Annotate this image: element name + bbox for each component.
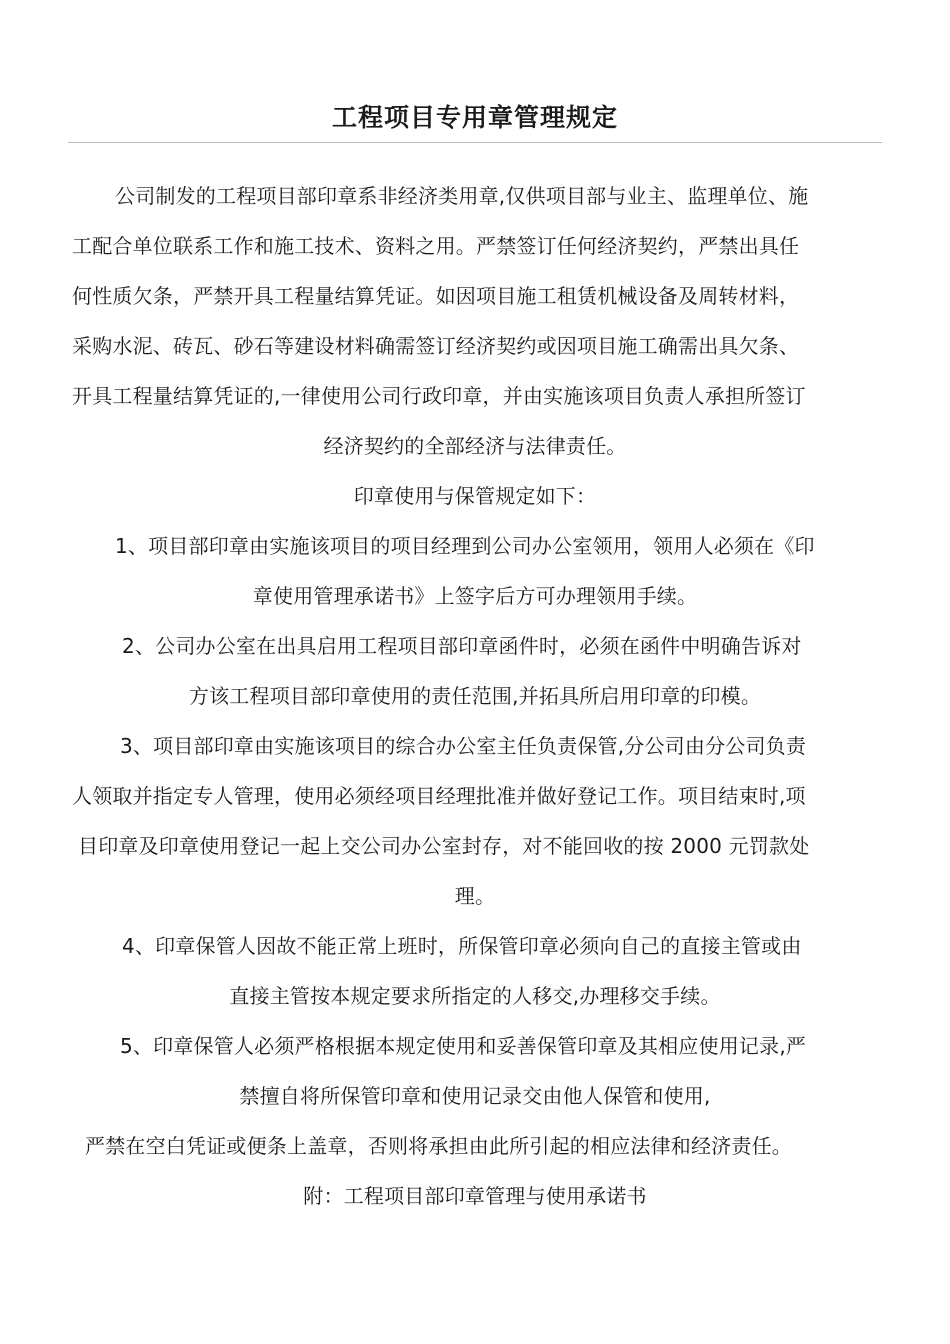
intro-line: 工配合单位联系工作和施工技术、资料之用。严禁签订任何经济契约，严禁出具任 — [72, 234, 800, 258]
attachment-note: 附：工程项目部印章管理与使用承诺书 — [303, 1184, 647, 1208]
rule-line: 2、公司办公室在出具启用工程项目部印章函件时，必须在函件中明确告诉对 — [122, 634, 802, 658]
rule-line: 1、项目部印章由实施该项目的项目经理到公司办公室领用，领用人必须在《印 — [115, 534, 815, 558]
rule-line: 章使用管理承诺书》上签字后方可办理领用手续。 — [252, 584, 698, 608]
intro-line: 采购水泥、砖瓦、砂石等建设材料确需签订经济契约或因项目施工确需出具欠条、 — [72, 334, 800, 358]
title-divider — [68, 142, 882, 143]
intro-line: 经济契约的全部经济与法律责任。 — [323, 434, 627, 458]
rule-line: 5、印章保管人必须严格根据本规定使用和妥善保管印章及其相应使用记录,严 — [120, 1034, 807, 1058]
document-title: 工程项目专用章管理规定 — [331, 103, 618, 132]
rules-heading: 印章使用与保管规定如下： — [353, 484, 597, 508]
rule-line: 人领取并指定专人管理，使用必须经项目经理批准并做好登记工作。项目结束时,项 — [72, 784, 806, 808]
intro-line: 公司制发的工程项目部印章系非经济类用章,仅供项目部与业主、监理单位、施 — [115, 184, 809, 208]
rule-line: 目印章及印章使用登记一起上交公司办公室封存，对不能回收的按 2000 元罚款处 — [78, 834, 810, 858]
rule-line: 禁擅自将所保管印章和使用记录交由他人保管和使用, — [239, 1084, 711, 1108]
rule-line: 理。 — [454, 884, 496, 908]
rule-line: 直接主管按本规定要求所指定的人移交,办理移交手续。 — [229, 984, 721, 1008]
rule-line: 方该工程项目部印章使用的责任范围,并拓具所启用印章的印模。 — [188, 684, 762, 708]
intro-line: 何性质欠条，严禁开具工程量结算凭证。如因项目施工租赁机械设备及周转材料， — [72, 284, 800, 308]
rule-line: 严禁在空白凭证或便条上盖章，否则将承担由此所引起的相应法律和经济责任。 — [85, 1134, 792, 1158]
rule-line: 3、项目部印章由实施该项目的综合办公室主任负责保管,分公司由分公司负责 — [120, 734, 807, 758]
intro-line: 开具工程量结算凭证的,一律使用公司行政印章，并由实施该项目负责人承担所签订 — [72, 384, 806, 408]
rule-line: 4、印章保管人因故不能正常上班时，所保管印章必须向自己的直接主管或由 — [122, 934, 802, 958]
